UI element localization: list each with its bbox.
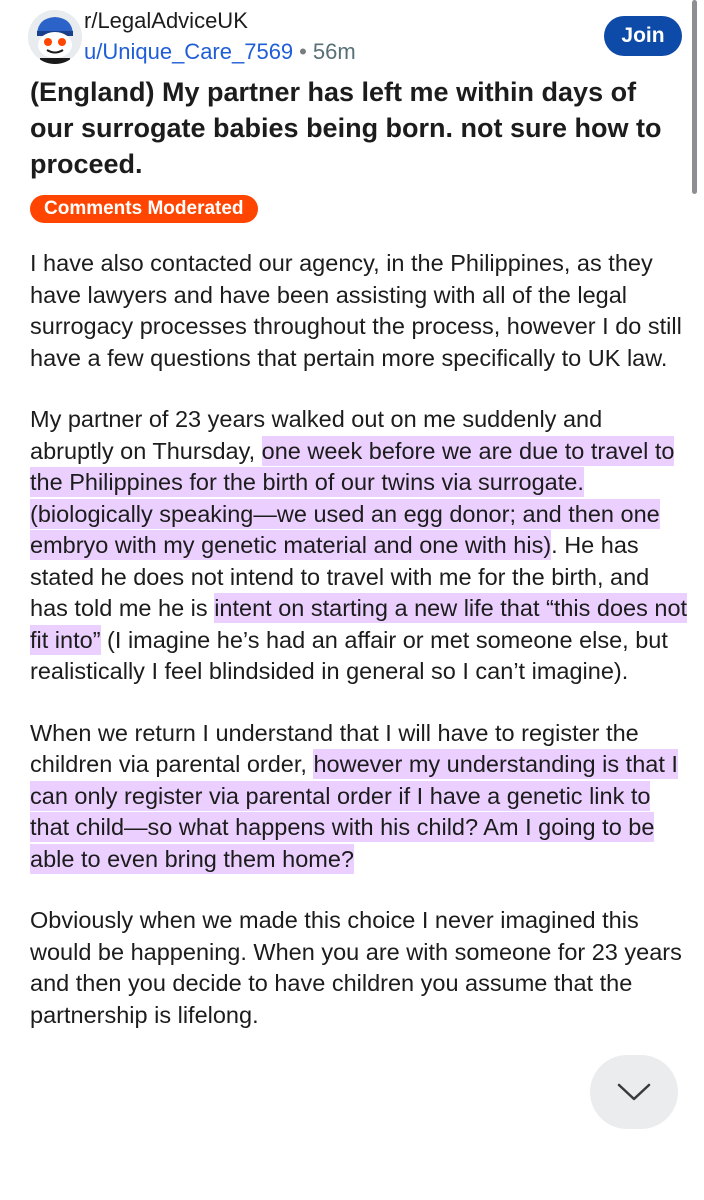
paragraph-2-text-e: (I imagine he’s had an affair or met someone else, but realistically I feel blindsided in general so I can’t imagine).: [30, 626, 668, 684]
paragraph-2-text-c: . He has stated he does not intend to travel with me for the birth, and has told me he is: [30, 532, 650, 621]
highlighted-text-1: one week before we are due to travel to the Philippines for the birth of our twins via surrogate. (biologically speaking—we used an egg donor; and then one embryo with my genetic material and one with his): [30, 437, 675, 558]
paragraph-3-text-a: When we return I understand that I will have to register the children via parental order,: [30, 719, 639, 777]
paragraph-4: Obviously when we made this choice I never imagined this would be happening. When you are with someone for 23 years and then you decide to have children you assume that the partnership is lifelong.: [30, 907, 682, 1028]
post-timestamp: 56m: [312, 39, 356, 64]
subreddit-name[interactable]: r/LegalAdviceUK: [84, 8, 248, 33]
author-link[interactable]: u/Unique_Care_7569: [84, 39, 294, 64]
subreddit-avatar-icon[interactable]: [28, 10, 82, 64]
scroll-down-button[interactable]: [590, 1055, 678, 1129]
scrollbar[interactable]: [692, 0, 697, 194]
post-body: [30, 248, 688, 1061]
meta-separator: •: [299, 39, 307, 64]
snoo-avatar-icon: [28, 10, 82, 64]
paragraph-2-text-a: My partner of 23 years walked out on me suddenly and abruptly on Thursday,: [30, 406, 603, 464]
chevron-down-icon: [616, 1081, 652, 1103]
join-button[interactable]: Join: [604, 16, 682, 56]
post-header: [28, 8, 684, 66]
post-meta: [84, 39, 356, 65]
highlighted-text-3: however my understanding is that I can only register via parental order if I have a genetic link to that child—so what happens with his child? Am I going to be able to even bring them home?: [30, 751, 678, 872]
paragraph-1: I have also contacted our agency, in the Philippines, as they have lawyers and have been assisting with all of the legal surrogacy processes throughout the process, however I do still have a few questions that pertain more specifically to UK law.: [30, 250, 682, 371]
paragraph-2: [30, 404, 688, 688]
post-title[interactable]: (England) My partner has left me within days of our surrogate babies being born. not sure how to proceed.: [30, 77, 662, 179]
highlighted-text-2: intent on starting a new life that “this does not fit into”: [30, 595, 688, 653]
flair-badge[interactable]: Comments Moderated: [30, 195, 258, 223]
paragraph-3: [30, 718, 688, 876]
